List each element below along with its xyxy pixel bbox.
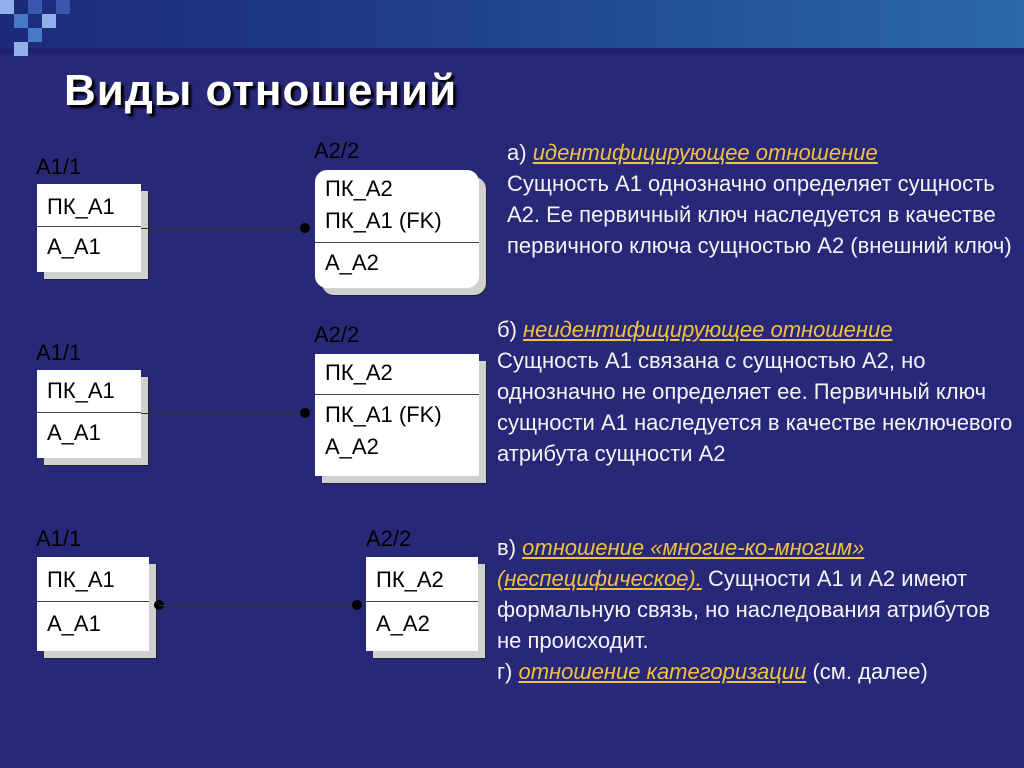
entity-a2 [315, 170, 479, 288]
decor-square [28, 0, 42, 14]
entity-separator [315, 242, 479, 243]
decor-square [28, 28, 42, 42]
decor-square [14, 14, 28, 28]
entity-separator [37, 601, 149, 602]
entity-key: ПК_А1 (FK) [325, 208, 442, 233]
entity-label: А2/2 [314, 138, 360, 163]
entity-key: ПК_А2 [325, 360, 393, 385]
description-many-to-many [497, 532, 1017, 687]
item-prefix: в) [497, 535, 523, 560]
entity-a1 [37, 184, 141, 272]
entity-key: ПК_А2 [376, 567, 444, 592]
entity-a1 [37, 557, 149, 651]
entity-key: ПК_А1 [47, 194, 115, 219]
term-categorization: отношение категоризации [518, 659, 807, 684]
entity-attribute: А_А1 [47, 420, 101, 445]
entity-separator [315, 394, 479, 395]
decor-square [56, 0, 70, 14]
entity-key: ПК_А2 [325, 176, 393, 201]
entity-label: А1/1 [36, 340, 82, 365]
entity-separator [37, 412, 141, 413]
description-body: Сущность А1 связана с сущностью А2, но однозначно не определяет ее. Первичный ключ сущности А1 наследуется в качестве неключевого атрибута сущности А2 [497, 348, 1013, 466]
slide-title: Виды отношений [64, 66, 458, 115]
relation-endpoint [352, 600, 362, 610]
item-prefix: а) [507, 140, 533, 165]
entity-label: А2/2 [314, 322, 360, 347]
relation-endpoint [300, 408, 310, 418]
relation-line [159, 605, 359, 606]
relation-line [141, 228, 305, 229]
term-many-to-many: отношение «многие-ко-многим» (неспецифическое). [497, 535, 865, 591]
decor-square [14, 42, 28, 56]
entity-attribute: А_А1 [47, 611, 101, 636]
term-non-identifying: неидентифицирующее отношение [523, 317, 893, 342]
entity-a1 [37, 370, 141, 458]
decor-square [42, 14, 56, 28]
entity-attribute: А_А1 [47, 234, 101, 259]
description-body: Сущность А1 однозначно определяет сущность А2. Ее первичный ключ наследуется в качестве первичного ключа сущностью А2 (внешний ключ) [507, 171, 1012, 258]
description-non-identifying [497, 314, 1017, 469]
description-body: Сущности А1 и А2 имеют формальную связь, но наследования атрибутов не происходит. [497, 566, 991, 653]
description-body: (см. далее) [806, 659, 928, 684]
entity-separator [366, 601, 478, 602]
entity-a2 [315, 354, 479, 476]
description-identifying [507, 137, 1012, 261]
relation-endpoint [300, 223, 310, 233]
item-prefix: б) [497, 317, 524, 342]
top-decor-band [0, 0, 1024, 48]
entity-attribute: ПК_А1 (FK) [325, 402, 442, 427]
decor-square [0, 0, 14, 14]
entity-key: ПК_А1 [47, 378, 115, 403]
term-identifying: идентифицирующее отношение [532, 140, 878, 165]
entity-key: ПК_А1 [47, 567, 115, 592]
entity-label: А1/1 [36, 526, 82, 551]
relation-line [141, 413, 305, 414]
item-prefix: г) [497, 659, 519, 684]
entity-separator [37, 226, 141, 227]
entity-label: А2/2 [366, 526, 412, 551]
entity-label: А1/1 [36, 154, 82, 179]
entity-a2 [366, 557, 478, 651]
top-decor-stripe [0, 48, 1024, 54]
entity-attribute: А_А2 [325, 250, 379, 275]
entity-attribute: А_А2 [325, 434, 379, 459]
entity-attribute: А_А2 [376, 611, 430, 636]
